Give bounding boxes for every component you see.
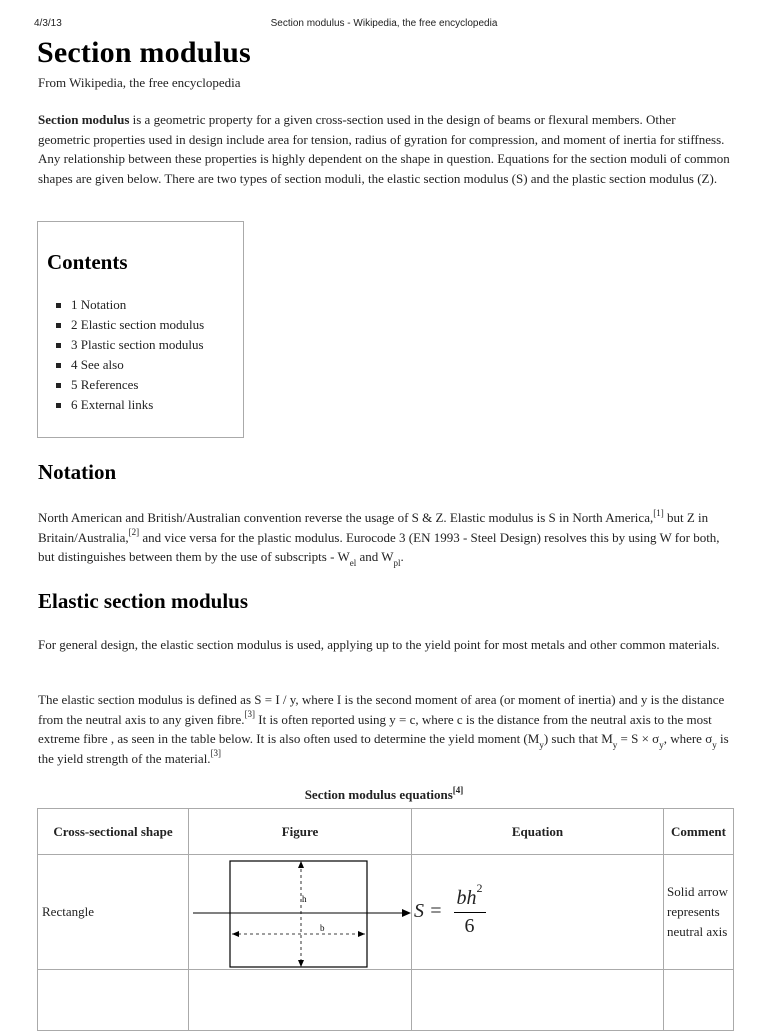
subscript: el (349, 557, 357, 568)
bullet-icon (56, 383, 61, 388)
subscript: y (659, 739, 664, 750)
elastic-text: ) such that M (543, 731, 613, 746)
bullet-icon (56, 403, 61, 408)
toc-item-references[interactable] (71, 375, 204, 395)
header-cell: Figure (189, 809, 412, 855)
toc-item-label: 3 Plastic section modulus (71, 337, 204, 352)
intro-paragraph (38, 110, 730, 188)
notation-text: . (400, 549, 404, 564)
toc-item-see-also[interactable] (71, 355, 204, 375)
print-header (34, 18, 734, 32)
toc-list (71, 295, 204, 415)
toc-item-label: 1 Notation (71, 297, 127, 312)
toc-item-external-links[interactable] (71, 395, 204, 415)
elastic-text: It is often reported using y = c, where c is the distance from the neutral axis to the most extreme fibre , as seen in the table below. It is also often used to determine the yield moment (M (38, 711, 712, 746)
notation-heading: Notation (38, 460, 117, 484)
table-row (38, 855, 734, 970)
elastic-text: The elastic section modulus is defined as S = I / y, where I is the second moment of area (or moment of inertia) and y is the distance from the neutral axis to any given fibre. (38, 692, 725, 727)
base-label: b (320, 923, 325, 933)
elastic-text: = S × σ (617, 731, 660, 746)
intro-text: is a geometric property for a given cross-section used in the design of beams or flexural members. Other geometric properties used in design include area for tension, radius of gyration for compression, and moment of inertia for stiffness. Any relationship between these properties is highly dependent on the shape in question. Equations for the section moduli of common shapes are given below. There are two types of section moduli, the elastic section modulus (S) and the plastic section modulus (Z). (38, 112, 730, 186)
ref-link[interactable]: [4] (452, 784, 464, 795)
equation-fraction (454, 880, 486, 938)
print-page-title: Section modulus - Wikipedia, the free encyclopedia (270, 18, 498, 29)
notation-text: and vice versa for the plastic modulus. Eurocode 3 (EN 1993 - Steel Design) resolves this by using W for both, but distinguishes between them by the use of subscripts - W (38, 529, 720, 564)
bullet-icon (56, 303, 61, 308)
toc-item-label: 4 See also (71, 357, 124, 372)
toc-item-label: 5 References (71, 377, 139, 392)
equation-cell (412, 970, 664, 1031)
table-header-row (38, 809, 734, 855)
equation-cell (412, 855, 664, 970)
table-caption-text: Section modulus equations (304, 787, 453, 802)
elastic-paragraph-2 (38, 690, 730, 768)
notation-text: but Z in Britain/Australia, (38, 510, 709, 545)
equation-denominator: 6 (464, 914, 475, 937)
elastic-text: is the yield strength of the material. (38, 731, 729, 766)
comment-cell: Solid arrow represents neutral axis (664, 855, 734, 970)
print-date: 4/3/13 (34, 18, 62, 29)
header-cell: Equation (412, 809, 664, 855)
intro-bold-term: Section modulus (38, 112, 130, 127)
header-cell: Comment (664, 809, 734, 855)
toc-item-label: 2 Elastic section modulus (71, 317, 205, 332)
ref-link[interactable]: [2] (128, 527, 140, 538)
table-caption (38, 784, 730, 803)
numerator-exponent: 2 (476, 880, 483, 895)
height-label: h (302, 894, 307, 904)
shape-cell: Rectangle (38, 855, 189, 970)
page-title: Section modulus (37, 36, 251, 69)
subscript: y (712, 739, 717, 750)
notation-text: North American and British/Australian convention reverse the usage of S & Z. Elastic modulus is S in North America, (38, 510, 654, 525)
shape-cell (38, 970, 189, 1031)
bullet-icon (56, 323, 61, 328)
table-row (38, 970, 734, 1031)
article-subtitle: From Wikipedia, the free encyclopedia (38, 75, 241, 90)
elastic-text: , where σ (663, 731, 713, 746)
numerator-base: bh (456, 886, 477, 909)
toc-item-notation[interactable] (71, 295, 204, 315)
elastic-paragraph-1: For general design, the elastic section modulus is used, applying up to the yield point for most metals and other common materials. (38, 637, 720, 652)
rectangle-diagram (189, 855, 411, 969)
toc-item-plastic[interactable] (71, 335, 204, 355)
equation-numerator (454, 880, 486, 913)
header-cell: Cross-sectional shape (38, 809, 189, 855)
figure-cell (189, 855, 412, 970)
notation-paragraph (38, 508, 730, 567)
toc-item-elastic[interactable] (71, 315, 204, 335)
rectangle-figure (189, 855, 411, 969)
equation-lhs: S = (414, 899, 443, 922)
toc-item-label: 6 External links (71, 397, 154, 412)
notation-text: and W (356, 549, 394, 564)
subscript: y (539, 739, 544, 750)
ref-link[interactable]: [3] (244, 709, 255, 720)
ref-link[interactable]: [1] (653, 507, 664, 518)
subscript: y (612, 739, 618, 750)
table-of-contents (37, 221, 244, 438)
comment-cell (664, 970, 734, 1031)
subscript: pl (393, 557, 401, 568)
bullet-icon (56, 363, 61, 368)
figure-cell (189, 970, 412, 1031)
section-modulus-table (37, 808, 734, 1031)
ref-link[interactable]: [3] (210, 748, 222, 759)
elastic-heading: Elastic section modulus (38, 589, 249, 613)
toc-title: Contents (47, 250, 128, 274)
bullet-icon (56, 343, 61, 348)
